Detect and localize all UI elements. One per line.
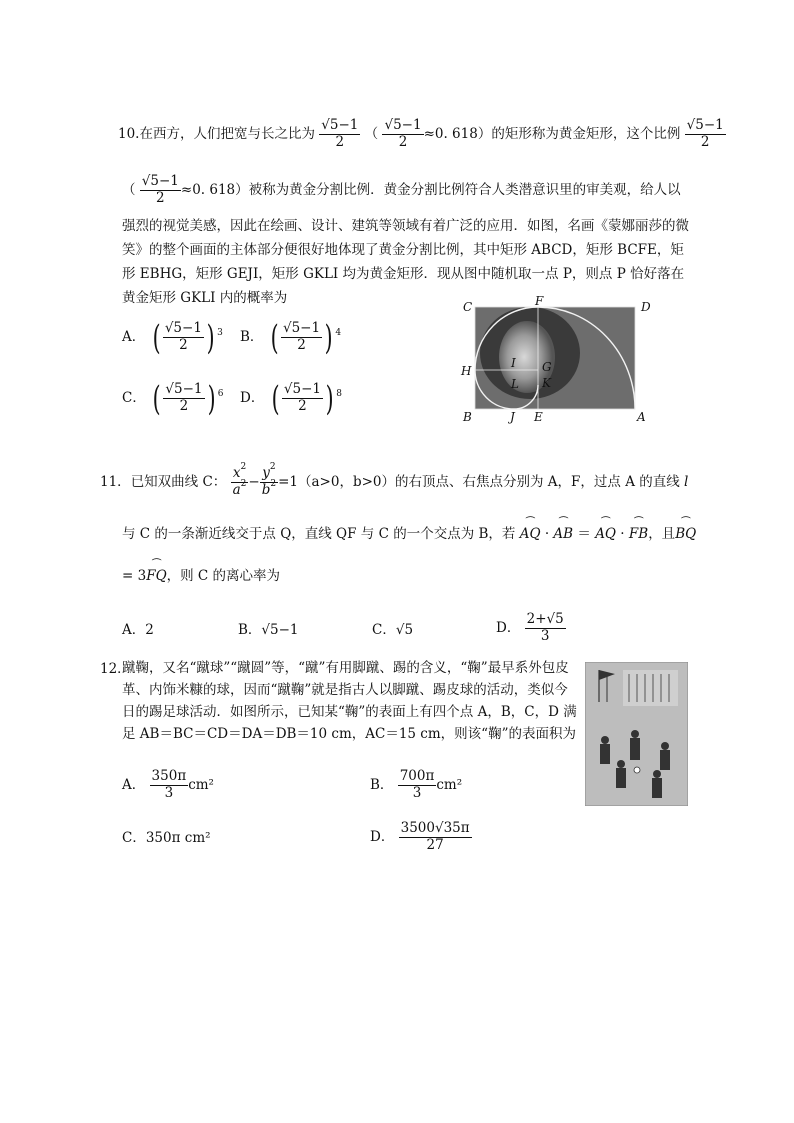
q11-line1: 11．已知双曲线 C： $\frac{x^2}{a^2}$ − $\frac{y^2}{b^2}$ =1（a>0，b>0）的右顶点、右焦点分别为 A，F，过点 A 的直线 l	[100, 462, 689, 498]
q10-option-b[interactable]: B． ( $\frac{√5-1}{2}$ ) $^4$	[240, 317, 342, 358]
q12-option-a[interactable]: A． $\frac{350\pi}{3}$ cm²	[122, 768, 214, 801]
q10-number: 10.	[118, 126, 140, 142]
q11-line2: 与 C 的一条渐近线交于点 Q，直线 QF 与 C 的一个交点为 B，若 ⏜ AQ · ⏜ AB ＝ ⏜ AQ · ⏜ FB，且⏜ BQ	[122, 522, 696, 546]
q10-line2: （ $\frac{√5-1}{2}$ ≈0. 618）被称为黄金分割比例．黄金分割比例符合人类潜意识里的审美观，给人以	[122, 173, 681, 206]
q11-option-d[interactable]: D． $\frac{2+√5}{3}$	[496, 611, 564, 644]
q10-text-2: ≈0. 618）的矩形称为黄金矩形，这个比例	[423, 126, 681, 142]
golden-fraction-4: $\frac{√5-1}{2}$	[141, 173, 179, 206]
label-d: D	[641, 300, 651, 314]
label-c: C	[463, 300, 473, 314]
q11-option-b[interactable]: B．√5−1	[238, 622, 299, 638]
cuju-players-image	[585, 662, 688, 806]
q11-line3: = 3⏜ FQ，则 C 的离心率为	[122, 564, 280, 588]
q10-option-d[interactable]: D． ( $\frac{√5-1}{2}$ ) $^8$	[240, 378, 342, 419]
q12-option-c[interactable]: C．350π cm²	[122, 830, 211, 846]
label-g: G	[542, 360, 552, 374]
cuju-illustration	[585, 662, 688, 806]
q12-option-b[interactable]: B． $\frac{700\pi}{3}$ cm²	[370, 768, 463, 801]
q11-option-a[interactable]: A．2	[122, 622, 154, 638]
q12-number: 12．	[100, 661, 131, 677]
golden-fraction-1: $\frac{√5-1}{2}$	[321, 117, 359, 150]
q11-option-c[interactable]: C．√5	[372, 622, 414, 638]
q10-option-c[interactable]: C． ( $\frac{√5-1}{2}$ ) $^6$	[122, 378, 224, 419]
q10-text-1: 在西方，人们把宽与长之比为	[139, 126, 315, 142]
golden-spiral-diagram	[455, 295, 665, 425]
label-k: K	[542, 376, 551, 390]
q10-text-3: ≈0. 618）被称为黄金分割比例．黄金分割比例符合人类潜意识里的审美观，给人以	[180, 182, 681, 198]
label-f: F	[535, 295, 544, 308]
q11-number: 11．	[100, 474, 131, 490]
label-b: B	[463, 410, 472, 424]
label-j: J	[510, 410, 515, 424]
label-l: L	[511, 377, 519, 391]
label-a: A	[637, 410, 646, 424]
label-i: I	[511, 356, 516, 370]
mona-lisa-figure	[455, 295, 665, 425]
q10-paragraph: 强烈的视觉美感，因此在绘画、设计、建筑等领域有着广泛的应用．如图，名画《蒙娜丽莎的微笑》的整个画面的主体部分便很好地体现了黄金分割比例，其中矩形 ABCD，矩形 BCFE，矩形 EBHG，矩形 GEJI，矩形 GKLI 均为黄金矩形．现从图中随机取一点 P，则点 P 恰好落在黄金矩形 GKLI 内的概率为	[122, 218, 689, 306]
label-e: E	[534, 410, 543, 424]
q12-option-d[interactable]: D． $\frac{3500√35\pi}{27}$	[370, 820, 470, 853]
q10-line1: 10.在西方，人们把宽与长之比为 $\frac{√5-1}{2}$ （ $\frac{√5-1}{2}$ ≈0. 618）的矩形称为黄金矩形，这个比例 $\frac{√5-1}{2}$	[118, 117, 724, 150]
q10-option-a[interactable]: A． ( $\frac{√5-1}{2}$ ) $^3$	[122, 317, 223, 358]
golden-fraction-3: $\frac{√5-1}{2}$	[686, 117, 724, 150]
golden-fraction-2: $\frac{√5-1}{2}$	[384, 117, 422, 150]
q12-paragraph: 蹴鞠，又名“蹴球”“蹴圆”等，“蹴”有用脚蹴、踢的含义，“鞠”最早系外包皮革、内饰米糠的球，因而“蹴鞠”就是指古人以脚蹴、踢皮球的活动，类似今日的踢足球活动．如图所示，已知某“鞠”的表面上有四个点 A，B，C，D 满足 AB＝BC＝CD＝DA＝DB＝10 cm，AC＝15 cm，则该“鞠”的表面积为	[122, 660, 577, 742]
label-h: H	[461, 364, 472, 378]
